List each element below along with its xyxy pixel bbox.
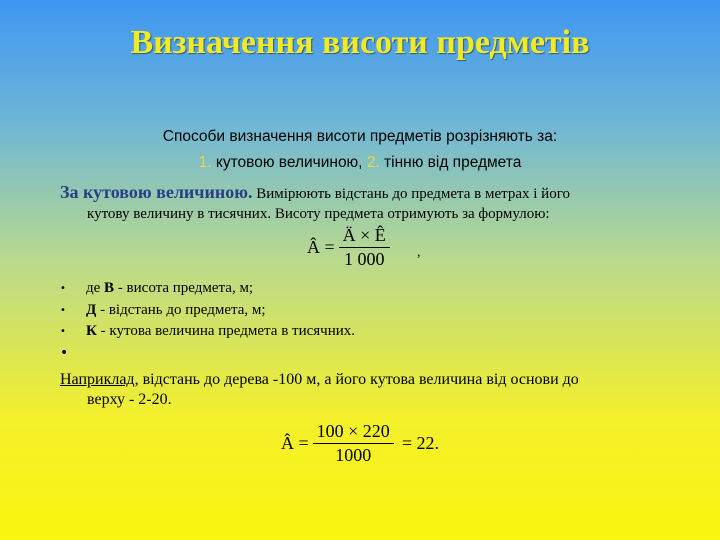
variable-description: - кутова величина предмета в тисячних. — [96, 323, 356, 339]
bullet-icon: • — [60, 344, 69, 361]
variable-symbol: К — [86, 323, 97, 339]
subtitle-method-1: кутовою величиною, — [211, 154, 367, 171]
variable-description: - висота предмета, м; — [114, 280, 254, 296]
formula-denominator: 1000 — [335, 445, 372, 465]
list-item-empty — [60, 343, 355, 365]
section-paragraph — [60, 182, 670, 224]
formula-lhs: Â = — [281, 433, 309, 453]
section-heading: За кутовою величиною. — [60, 182, 253, 202]
subtitle-line-2 — [0, 154, 720, 172]
bullet-icon: • — [60, 326, 66, 337]
formula-denominator: 1 000 — [343, 249, 385, 269]
section-text-1: Вимірюють відстань до предмета в метрах і його — [252, 186, 570, 202]
variable-symbol: В — [104, 280, 115, 296]
variable-description: - відстань до предмета, м; — [96, 301, 266, 318]
example-text-1: , відстань до дерева -100 м, а його кутова величина від основи до — [134, 371, 579, 388]
formula-fraction — [313, 421, 394, 466]
example-formula — [281, 421, 439, 466]
formula-fraction — [339, 225, 390, 270]
formula-lhs: Â = — [307, 237, 335, 257]
bullet-icon: • — [60, 304, 66, 316]
bullet-icon: • — [60, 283, 66, 294]
example-text-2: верху - 2-20. — [87, 391, 172, 408]
list-item — [60, 321, 355, 343]
subtitle-number-1: 1. — [198, 154, 212, 171]
example-label: Наприклад — [60, 371, 135, 388]
bullet-prefix: де — [86, 280, 105, 296]
section-text-2: кутову величину в тисячних. Висоту предмета отримують за формулою: — [87, 206, 550, 222]
formula-numerator: 100 × 220 — [313, 421, 394, 444]
subtitle-line-1: Способи визначення висоти предметів розрізняють за: — [162, 128, 558, 145]
subtitle-number-2: 2. — [366, 154, 380, 171]
example-paragraph — [60, 370, 670, 410]
formula-result: = 22. — [401, 433, 439, 453]
list-item — [60, 278, 355, 300]
variable-symbol: Д — [86, 301, 97, 318]
list-item — [60, 300, 355, 322]
formula-numerator: Ä × Ê — [339, 225, 390, 248]
subtitle-method-2: тінню від предмета — [379, 154, 522, 171]
variable-list — [60, 278, 355, 364]
height-formula — [307, 225, 421, 270]
slide-title: Визначення висоти предметів — [130, 24, 590, 61]
formula-comma: , — [417, 245, 421, 260]
